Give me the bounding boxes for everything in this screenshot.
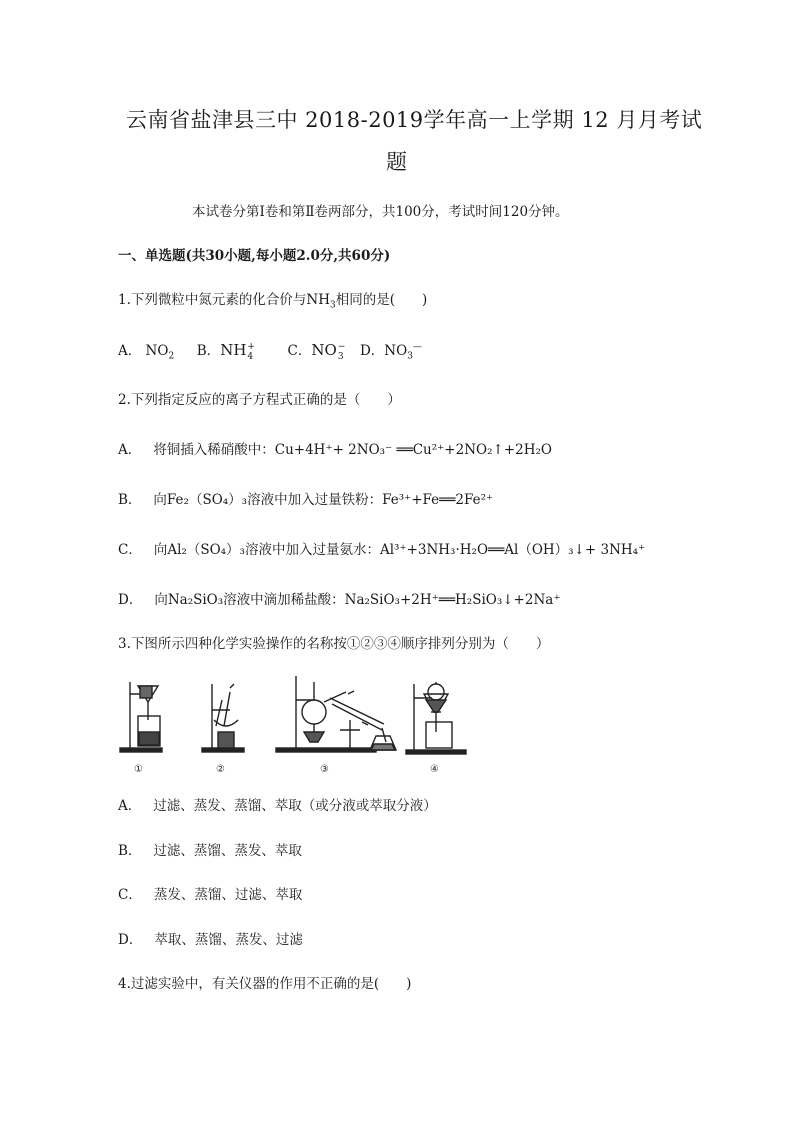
question-3-stem: 3.下图所示四种化学实验操作的名称按①②③④顺序排列分别为（ ）: [118, 636, 550, 652]
question-1-options: [118, 339, 422, 362]
q1-option-c-sup: −: [337, 341, 346, 352]
q2-option-d[interactable]: [118, 588, 560, 608]
q3-option-d-text: 萃取、蒸馏、蒸发、过滤: [154, 932, 303, 948]
q1-option-b-label: B．: [196, 343, 221, 359]
q1-option-d-sup: —: [412, 342, 422, 353]
q2-option-a[interactable]: [118, 438, 552, 458]
distillation-apparatus-icon: [276, 676, 396, 752]
q1-option-d[interactable]: [359, 342, 422, 362]
q1-option-a-sub: 2: [168, 351, 175, 362]
q1-option-c-sub: 3: [337, 351, 344, 362]
figure-label-3: ③: [320, 764, 329, 775]
q1-option-d-label: D．: [359, 343, 385, 359]
figure-label-1: ①: [134, 764, 143, 775]
q1-option-b[interactable]: [196, 341, 259, 362]
page-title-line2: 题: [386, 150, 408, 174]
q3-option-c-text: 蒸发、蒸馏、过滤、萃取: [153, 887, 303, 903]
section-heading: 一、单选题(共30小题,每小题2.0分,共60分): [118, 248, 391, 264]
q2-option-a-text: 将铜插入稀硝酸中：Cu+4H⁺+ 2NO₃⁻ ══Cu²⁺+2NO₂↑+2H₂O: [153, 442, 552, 458]
exam-intro: 本试卷分第Ⅰ卷和第Ⅱ卷两部分，共100分，考试时间120分钟。: [192, 204, 569, 220]
q3-option-c-label: C．: [118, 887, 142, 903]
q2-option-d-label: D．: [118, 592, 143, 608]
separatory-funnel-apparatus-icon: [406, 682, 466, 754]
question-1-stem: [118, 288, 428, 311]
q3-option-a-text: 过滤、蒸发、蒸馏、萃取（或分液或萃取分液）: [153, 798, 437, 814]
q2-option-d-text: 向Na₂SiO₃溶液中滴加稀盐酸：Na₂SiO₃+2H⁺══H₂SiO₃↓+2Na⁺: [154, 592, 561, 608]
q2-option-c[interactable]: [118, 538, 645, 558]
q2-option-b-label: B．: [118, 492, 142, 508]
q3-option-c[interactable]: [118, 883, 302, 903]
q3-option-a-label: A．: [118, 798, 142, 814]
q1-option-a[interactable]: [118, 343, 178, 362]
page-title-line1: 云南省盐津县三中 2018-2019学年高一上学期 12 月月考试: [126, 108, 703, 132]
q2-option-b-text: 向Fe₂（SO₄）₃溶液中加入过量铁粉：Fe³⁺+Fe══2Fe²⁺: [153, 492, 494, 508]
q1-option-a-label: A．: [118, 343, 142, 359]
q1-stem-sub: 3: [329, 300, 336, 311]
figure-label-4: ④: [430, 764, 439, 775]
q2-option-b[interactable]: [118, 488, 493, 508]
q2-option-c-text: 向Al₂（SO₄）₃溶液中加入过量氨水：Al³⁺+3NH₃·H₂O══Al（OH）₃↓+ 3NH₄⁺: [153, 542, 646, 558]
figure-label-2: ②: [216, 764, 225, 775]
evaporation-apparatus-icon: [202, 684, 244, 752]
q2-option-c-label: C．: [118, 542, 142, 558]
q1-option-a-formula: NO: [145, 343, 169, 359]
q2-option-a-label: A．: [118, 442, 142, 458]
q3-option-b-label: B．: [118, 843, 142, 859]
q3-option-d-label: D．: [118, 932, 143, 948]
lab-apparatus-figure: [118, 670, 478, 778]
q1-option-b-sup: +: [247, 341, 255, 352]
q1-option-c-label: C．: [287, 343, 312, 359]
q3-option-b-text: 过滤、蒸馏、蒸发、萃取: [153, 843, 302, 859]
q1-option-d-sub: 3: [407, 351, 413, 362]
q1-option-c[interactable]: [287, 341, 350, 362]
q1-option-b-sub: 4: [247, 351, 254, 362]
q3-option-b[interactable]: [118, 839, 302, 859]
q1-option-d-formula: NO: [384, 343, 408, 359]
q1-stem-part2: 相同的是( ): [335, 292, 428, 308]
question-4-stem: 4.过滤实验中，有关仪器的作用不正确的是( ): [118, 976, 412, 992]
q1-option-c-formula: NO: [311, 341, 337, 359]
q1-stem-part1: 1.下列微粒中氮元素的化合价与NH: [118, 292, 330, 308]
q1-option-b-formula: NH: [220, 341, 247, 359]
question-2-stem: 2.下列指定反应的离子方程式正确的是（ ）: [118, 392, 401, 408]
q3-option-d[interactable]: [118, 928, 303, 948]
q3-option-a[interactable]: [118, 794, 437, 814]
filtration-apparatus-icon: [120, 682, 162, 752]
